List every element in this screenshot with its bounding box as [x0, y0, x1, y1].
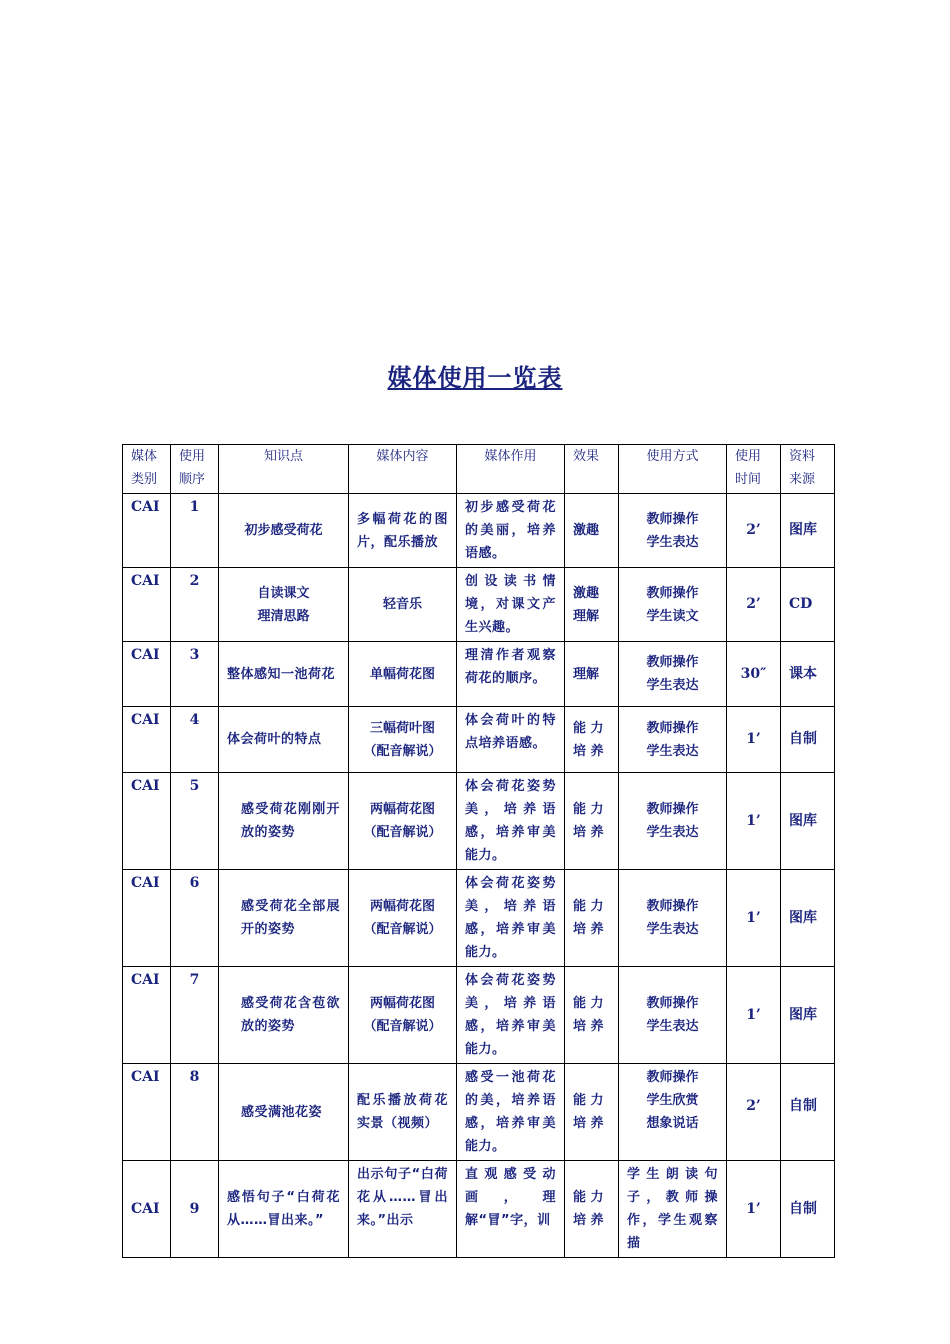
- cell-content: 出示句子“白荷花从……冒出来。”出示: [349, 1161, 457, 1258]
- cell-role: 体会荷叶的特点培养语感。: [457, 707, 565, 773]
- cell-order: 2: [171, 568, 219, 642]
- cell-effect: 能 力 培 养: [565, 967, 619, 1064]
- cell-order: 7: [171, 967, 219, 1064]
- cell-source: 图库: [781, 870, 835, 967]
- cell-order: 1: [171, 494, 219, 568]
- header-text: 使用方式: [646, 449, 699, 464]
- cell-content: 多幅荷花的图片，配乐播放: [349, 494, 457, 568]
- header-text: 媒体 类别: [131, 449, 158, 487]
- cell-order: 8: [171, 1064, 219, 1161]
- header-role: [457, 445, 565, 494]
- table-row: [123, 870, 835, 967]
- header-source: [781, 445, 835, 494]
- table-row: [123, 1064, 835, 1161]
- cell-order: 9: [171, 1161, 219, 1258]
- cell-role: 直观感受动画，理解“冒”字，训: [457, 1161, 565, 1258]
- cell-content: 两幅荷花图 （配音解说）: [349, 870, 457, 967]
- cell-content: 单幅荷花图: [349, 642, 457, 707]
- cell-order: 3: [171, 642, 219, 707]
- cell-method: 教师操作 学生读文: [619, 568, 727, 642]
- cell-time: 2’: [727, 568, 781, 642]
- cell-media-type: CAI: [123, 1161, 171, 1258]
- cell-order: 4: [171, 707, 219, 773]
- header-row: [123, 445, 835, 494]
- cell-media-type: CAI: [123, 707, 171, 773]
- cell-method: 教师操作 学生表达: [619, 773, 727, 870]
- cell-media-type: CAI: [123, 870, 171, 967]
- cell-role: 体会荷花姿势美，培养语感，培养审美能力。: [457, 967, 565, 1064]
- header-text: 使用 顺序: [179, 449, 206, 487]
- cell-order: 6: [171, 870, 219, 967]
- cell-effect: 能 力 培 养: [565, 707, 619, 773]
- cell-effect: 能 力 培 养: [565, 870, 619, 967]
- header-text: 效果: [573, 449, 600, 464]
- cell-content: 配乐播放荷花实景（视频）: [349, 1064, 457, 1161]
- cell-knowledge: 整体感知一池荷花: [219, 642, 349, 707]
- table-row: [123, 1161, 835, 1258]
- cell-time: 1’: [727, 1161, 781, 1258]
- header-text: 媒体作用: [484, 449, 537, 464]
- cell-content: 轻音乐: [349, 568, 457, 642]
- cell-role: 体会荷花姿势美，培养语感，培养审美能力。: [457, 870, 565, 967]
- cell-effect: 能 力 培 养: [565, 1064, 619, 1161]
- cell-time: 30″: [727, 642, 781, 707]
- cell-time: 1’: [727, 870, 781, 967]
- cell-method: 教师操作 学生表达: [619, 870, 727, 967]
- cell-method: 教师操作 学生欣赏 想象说话: [619, 1064, 727, 1161]
- cell-role: 初步感受荷花的美丽，培养语感。: [457, 494, 565, 568]
- header-method: [619, 445, 727, 494]
- cell-time: 2’: [727, 494, 781, 568]
- cell-effect: 能 力 培 养: [565, 773, 619, 870]
- cell-method: 学生朗读句子，教师操作，学生观察描: [619, 1161, 727, 1258]
- header-content: [349, 445, 457, 494]
- cell-media-type: CAI: [123, 1064, 171, 1161]
- cell-source: 自制: [781, 707, 835, 773]
- cell-time: 1’: [727, 773, 781, 870]
- cell-method: 教师操作 学生表达: [619, 494, 727, 568]
- cell-method: 教师操作 学生表达: [619, 967, 727, 1064]
- table-row: [123, 967, 835, 1064]
- cell-source: 自制: [781, 1064, 835, 1161]
- cell-knowledge: 体会荷叶的特点: [219, 707, 349, 773]
- cell-role: 创设读书情境，对课文产生兴趣。: [457, 568, 565, 642]
- table-row: [123, 707, 835, 773]
- cell-media-type: CAI: [123, 642, 171, 707]
- header-order: [171, 445, 219, 494]
- cell-content: 两幅荷花图 （配音解说）: [349, 773, 457, 870]
- cell-effect: 理解: [565, 642, 619, 707]
- cell-knowledge: 自读课文 理清思路: [219, 568, 349, 642]
- cell-content: 三幅荷叶图 （配音解说）: [349, 707, 457, 773]
- cell-media-type: CAI: [123, 967, 171, 1064]
- header-knowledge: [219, 445, 349, 494]
- cell-media-type: CAI: [123, 494, 171, 568]
- cell-source: 图库: [781, 967, 835, 1064]
- cell-time: 2’: [727, 1064, 781, 1161]
- cell-source: 自制: [781, 1161, 835, 1258]
- cell-method: 教师操作 学生表达: [619, 642, 727, 707]
- cell-content: 两幅荷花图 （配音解说）: [349, 967, 457, 1064]
- media-table: [122, 444, 835, 1258]
- cell-knowledge: 感受荷花含苞欲放的姿势: [219, 967, 349, 1064]
- cell-source: CD: [781, 568, 835, 642]
- cell-knowledge: 感受荷花全部展开的姿势: [219, 870, 349, 967]
- cell-media-type: CAI: [123, 773, 171, 870]
- cell-role: 体会荷花姿势美，培养语感，培养审美能力。: [457, 773, 565, 870]
- cell-order: 5: [171, 773, 219, 870]
- cell-media-type: CAI: [123, 568, 171, 642]
- cell-time: 1’: [727, 967, 781, 1064]
- cell-knowledge: 感悟句子“白荷花从……冒出来。”: [219, 1161, 349, 1258]
- cell-role: 感受一池荷花的美，培养语感，培养审美能力。: [457, 1064, 565, 1161]
- cell-knowledge: 初步感受荷花: [219, 494, 349, 568]
- header-text: 媒体内容: [376, 449, 429, 464]
- header-effect: [565, 445, 619, 494]
- cell-source: 课本: [781, 642, 835, 707]
- table-row: [123, 568, 835, 642]
- cell-effect: 激趣 理解: [565, 568, 619, 642]
- cell-role: 理清作者观察荷花的顺序。: [457, 642, 565, 707]
- cell-time: 1’: [727, 707, 781, 773]
- table-row: [123, 773, 835, 870]
- header-media-type: [123, 445, 171, 494]
- table-row: [123, 494, 835, 568]
- cell-source: 图库: [781, 773, 835, 870]
- header-text: 资料 来源: [789, 449, 816, 487]
- cell-source: 图库: [781, 494, 835, 568]
- cell-effect: 激趣: [565, 494, 619, 568]
- cell-method: 教师操作 学生表达: [619, 707, 727, 773]
- cell-knowledge: 感受荷花刚刚开放的姿势: [219, 773, 349, 870]
- page-title: 媒体使用一览表: [387, 364, 563, 392]
- header-text: 使用 时间: [735, 449, 762, 487]
- table-row: [123, 642, 835, 707]
- header-text: 知识点: [263, 449, 303, 464]
- cell-knowledge: 感受满池花姿: [219, 1064, 349, 1161]
- cell-effect: 能 力 培 养: [565, 1161, 619, 1258]
- header-time: [727, 445, 781, 494]
